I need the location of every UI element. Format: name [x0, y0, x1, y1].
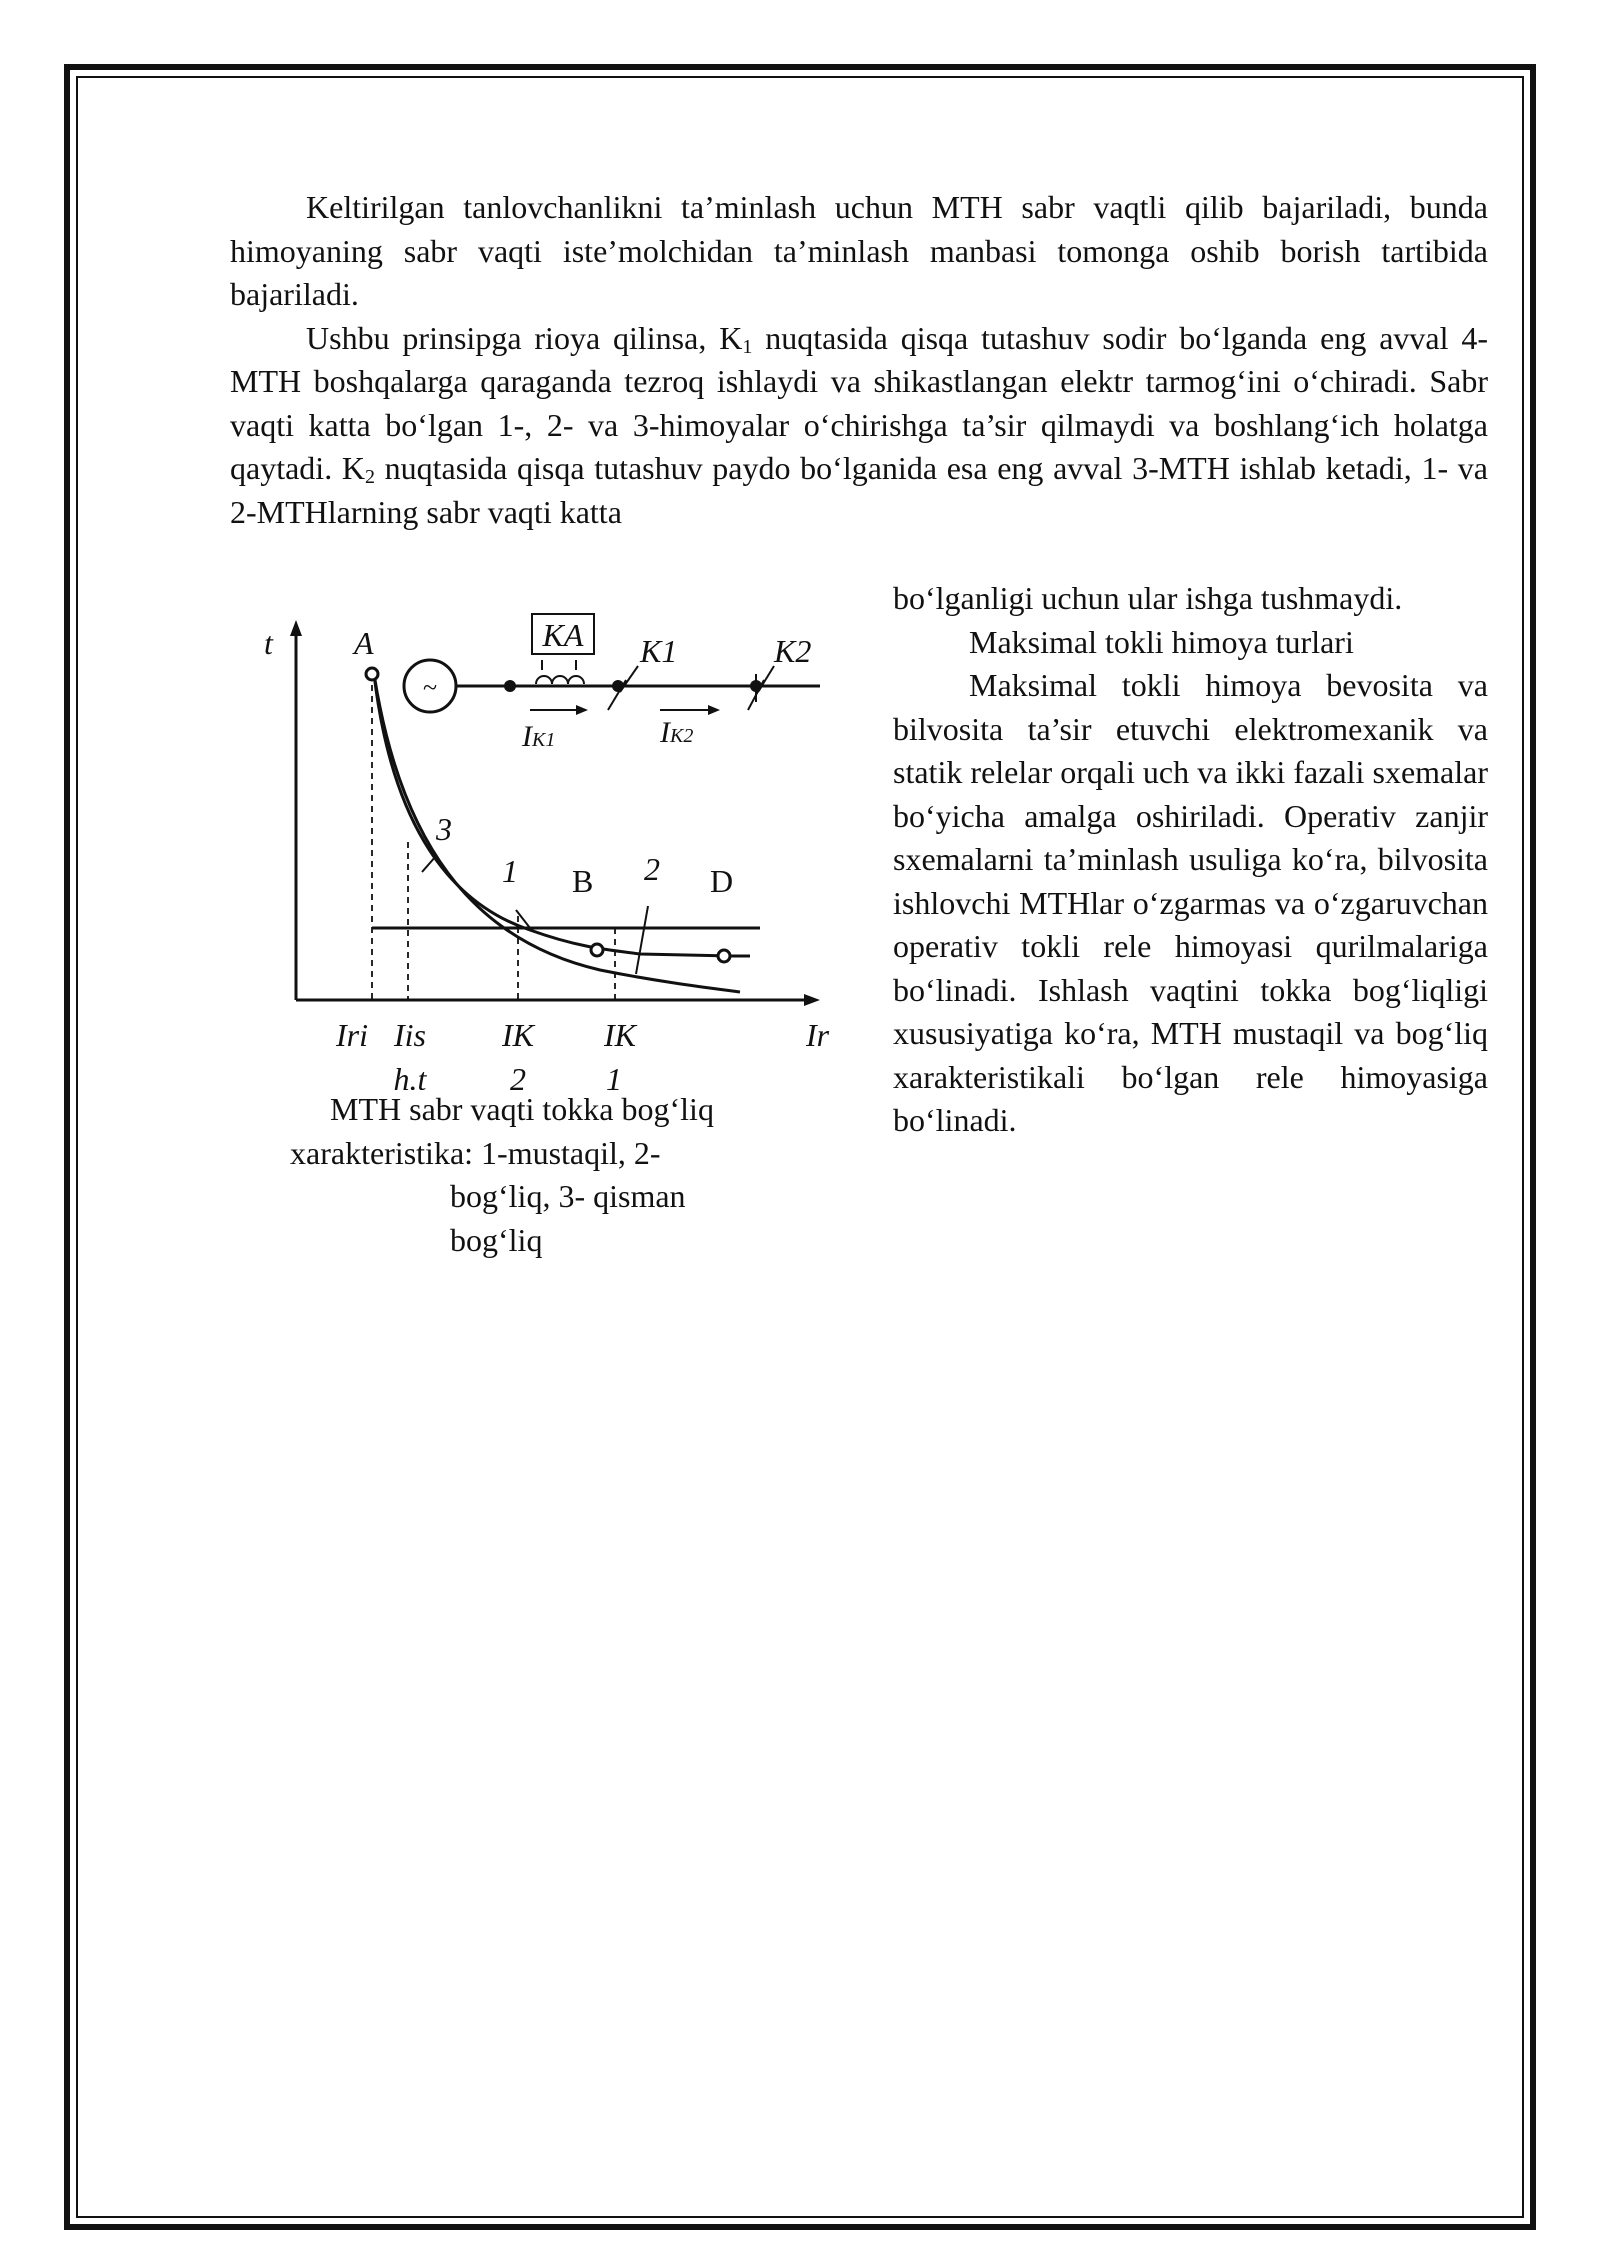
- curve-3-label: 3: [436, 811, 452, 847]
- ik2-arrow-head: [708, 705, 720, 715]
- leader-3: [422, 856, 436, 872]
- point-a-marker: [366, 668, 378, 680]
- ik1-label: [521, 720, 555, 753]
- curve-1-label: 1: [502, 853, 518, 889]
- x-axis-arrow: [804, 994, 820, 1006]
- ik1-arrow-head: [576, 705, 588, 715]
- fault-k2-label: K2: [774, 633, 812, 669]
- ik2-sub: K2: [670, 725, 694, 747]
- current-transformer: [536, 676, 584, 684]
- caption-line-2: xarakteristika: 1-mustaqil, 2-: [290, 1134, 661, 1171]
- time-current-diagram: [240, 610, 840, 1090]
- right-column: [893, 577, 1488, 1143]
- fault-k1-label: K1: [640, 633, 678, 669]
- tick-iri: Iri: [336, 1017, 368, 1053]
- section-body: Maksimal tokli himoya bevosita va bilvosita ta’sir etuvchi elektromexanik va statik relelar orqali uch va ikki fazali sxemalar boʻyicha amalga oshiriladi. Operativ zanjir sxemalarni ta’minlash usuliga koʻra, bilvosita ishlovchi MTHlar oʻzgarmas va oʻzgaruvchan operativ tokli rele himoyasi qurilmalariga boʻlinadi. Ishlash vaqtini tokka bogʻliqligi xususiyatiga koʻra, MTH mustaqil va bogʻliq xarakteristikali boʻlgan rele himoyasiga boʻlinadi.: [893, 667, 1488, 1138]
- paragraph-2: [230, 317, 1488, 535]
- ik2-main: I: [660, 716, 670, 749]
- caption-line-4: bogʻliq: [450, 1221, 543, 1258]
- leader-2: [636, 906, 648, 974]
- paragraph-2-text-c: nuqtasida qisqa tutashuv paydo boʻlganida esa eng avval 3-MTH ishlab ketadi, 1- va 2-MTHlarning sabr vaqti katta: [230, 450, 1489, 530]
- tick-iis-sub: h.t: [393, 1061, 427, 1090]
- paragraph-2-text-a: Ushbu prinsipga rioya qilinsa, K: [306, 319, 743, 356]
- point-b-marker: [591, 944, 603, 956]
- tick-ik2-sub: 2: [510, 1061, 526, 1090]
- y-axis-label: t: [264, 625, 273, 661]
- bus-node: [504, 680, 516, 692]
- section-heading: Maksimal tokli himoya turlari: [969, 623, 1354, 660]
- point-b-label: B: [572, 863, 594, 899]
- ik1-main: I: [522, 720, 532, 753]
- tick-iis: Iis: [394, 1017, 426, 1053]
- paragraph-1: Keltirilgan tanlovchanlikni ta’minlash uchun MTH sabr vaqtli qilib bajariladi, bunda himoyaning sabr vaqti iste’molchidan ta’minlash manbasi tomonga oshib borish tartibida bajariladi.: [230, 189, 1488, 312]
- top-text-block: [230, 186, 1488, 534]
- y-axis-arrow: [290, 620, 302, 636]
- caption-line-3: bogʻliq, 3- qisman: [450, 1178, 686, 1214]
- point-d-marker: [718, 950, 730, 962]
- source-symbol: ~: [422, 673, 438, 702]
- tick-ik2: IK: [502, 1017, 534, 1053]
- relay-label: KA: [542, 617, 584, 653]
- curve-2-label: 2: [644, 851, 660, 887]
- continuation-line: boʻlganligi uchun ular ishga tushmaydi.: [893, 580, 1403, 616]
- ik2-label: [659, 716, 693, 749]
- ik1-sub: K1: [532, 729, 556, 751]
- x-axis-label: Ir: [806, 1017, 830, 1053]
- figure-caption: [290, 1088, 790, 1262]
- tick-ik1-sub: 1: [606, 1061, 622, 1090]
- paragraph-2-text-b: nuqtasida qisqa tutashuv sodir boʻlganda eng avval 4-MTH boshqalarga qaraganda tezroq ishlaydi va shikastlangan elektr tarmogʻini oʻchiradi. Sabr vaqti katta boʻlgan 1-, 2- va 3-himoyalar oʻchirishga ta’sir qilmaydi va boshlangʻich holatga qaytadi. K: [230, 319, 1489, 486]
- subscript-1: 1: [742, 335, 753, 358]
- caption-line-1: MTH sabr vaqti tokka bogʻliq: [330, 1091, 714, 1127]
- tick-ik1: IK: [604, 1017, 636, 1053]
- point-a-label: A: [354, 625, 374, 661]
- curve-2-dependent: [374, 674, 740, 992]
- point-d-label: D: [710, 863, 734, 899]
- subscript-2: 2: [364, 466, 375, 488]
- curve-3-partial: [374, 674, 732, 956]
